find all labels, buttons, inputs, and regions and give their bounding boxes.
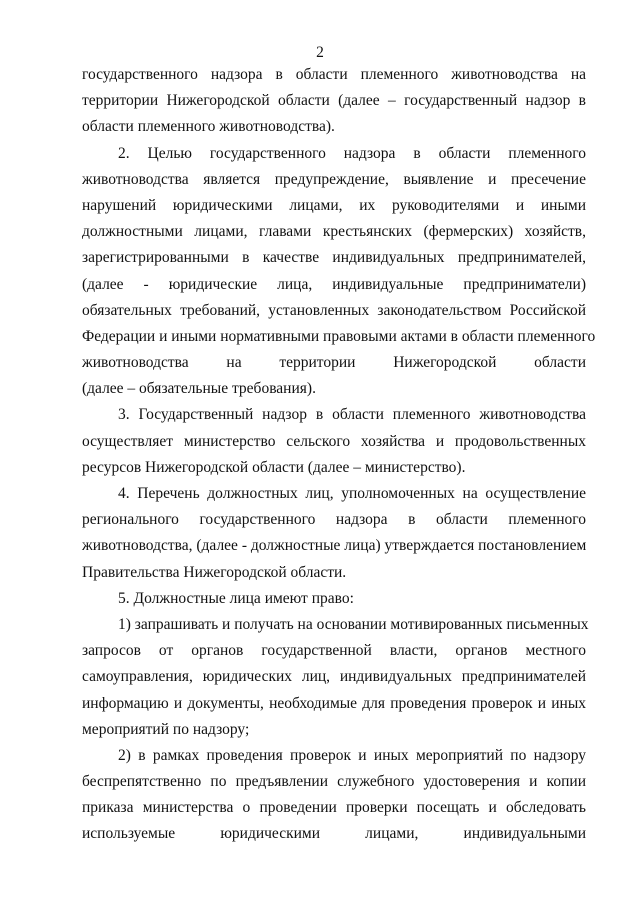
text-line: нарушений юридическими лицами, их руководителями и иными bbox=[82, 196, 586, 214]
text-line: Правительства Нижегородской области. bbox=[82, 563, 347, 581]
text-line: запросов от органов государственной власти, органов местного bbox=[82, 642, 586, 660]
text-line: беспрепятственно по предъявлении служебного удостоверения и копии bbox=[82, 773, 586, 791]
text-line: животноводства на территории Нижегородской области bbox=[82, 354, 586, 372]
text-line: 3. Государственный надзор в области племенного животноводства bbox=[118, 406, 586, 424]
text-line: обязательных требований, установленных законодательством Российской bbox=[82, 301, 586, 319]
text-line: 4. Перечень должностных лиц, уполномоченных на осуществление bbox=[118, 485, 586, 502]
text-line: животноводства, (далее - должностные лица) утверждается постановлением bbox=[82, 537, 587, 555]
text-line: (далее - юридические лица, индивидуальные предприниматели) bbox=[82, 275, 586, 293]
text-line: территории Нижегородской области (далее – государственный надзор в bbox=[82, 92, 586, 110]
text-line: области племенного животноводства). bbox=[82, 118, 335, 136]
text-line: мероприятий по надзору; bbox=[82, 720, 250, 738]
text-line: ресурсов Нижегородской области (далее – министерство). bbox=[82, 458, 466, 476]
text-line: 1) запрашивать и получать на основании мотивированных письменных bbox=[118, 615, 589, 633]
text-line: осуществляет министерство сельского хозяйства и продовольственных bbox=[82, 432, 586, 450]
text-line: Федерации и иными нормативными правовыми актами в области племенного bbox=[82, 327, 596, 345]
text-line: самоуправления, юридических лиц, индивидуальных предпринимателей bbox=[82, 668, 586, 686]
text-line: регионального государственного надзора в области племенного bbox=[82, 511, 586, 529]
document-body-text bbox=[82, 62, 596, 848]
text-line: приказа министерства о проведении проверки посещать и обследовать bbox=[82, 799, 586, 817]
text-line: 5. Должностные лица имеют право: bbox=[118, 589, 354, 607]
text-line: (далее – обязательные требования). bbox=[82, 380, 316, 398]
text-line: информацию и документы, необходимые для проведения проверок и иных bbox=[82, 694, 586, 712]
text-line: зарегистрированными в качестве индивидуальных предпринимателей, bbox=[82, 249, 586, 267]
text-line: 2. Целью государственного надзора в области племенного bbox=[118, 144, 586, 162]
text-line: должностными лицами, главами крестьянских (фермерских) хозяйств, bbox=[82, 223, 586, 241]
text-line: государственного надзора в области племенного животноводства на bbox=[82, 66, 586, 83]
text-line: животноводства является предупреждение, выявление и пресечение bbox=[82, 170, 586, 188]
text-line: используемые юридическими лицами, индивидуальными bbox=[82, 825, 586, 843]
text-line: 2) в рамках проведения проверок и иных мероприятий по надзору bbox=[118, 746, 586, 764]
page-number: 2 bbox=[316, 44, 324, 61]
